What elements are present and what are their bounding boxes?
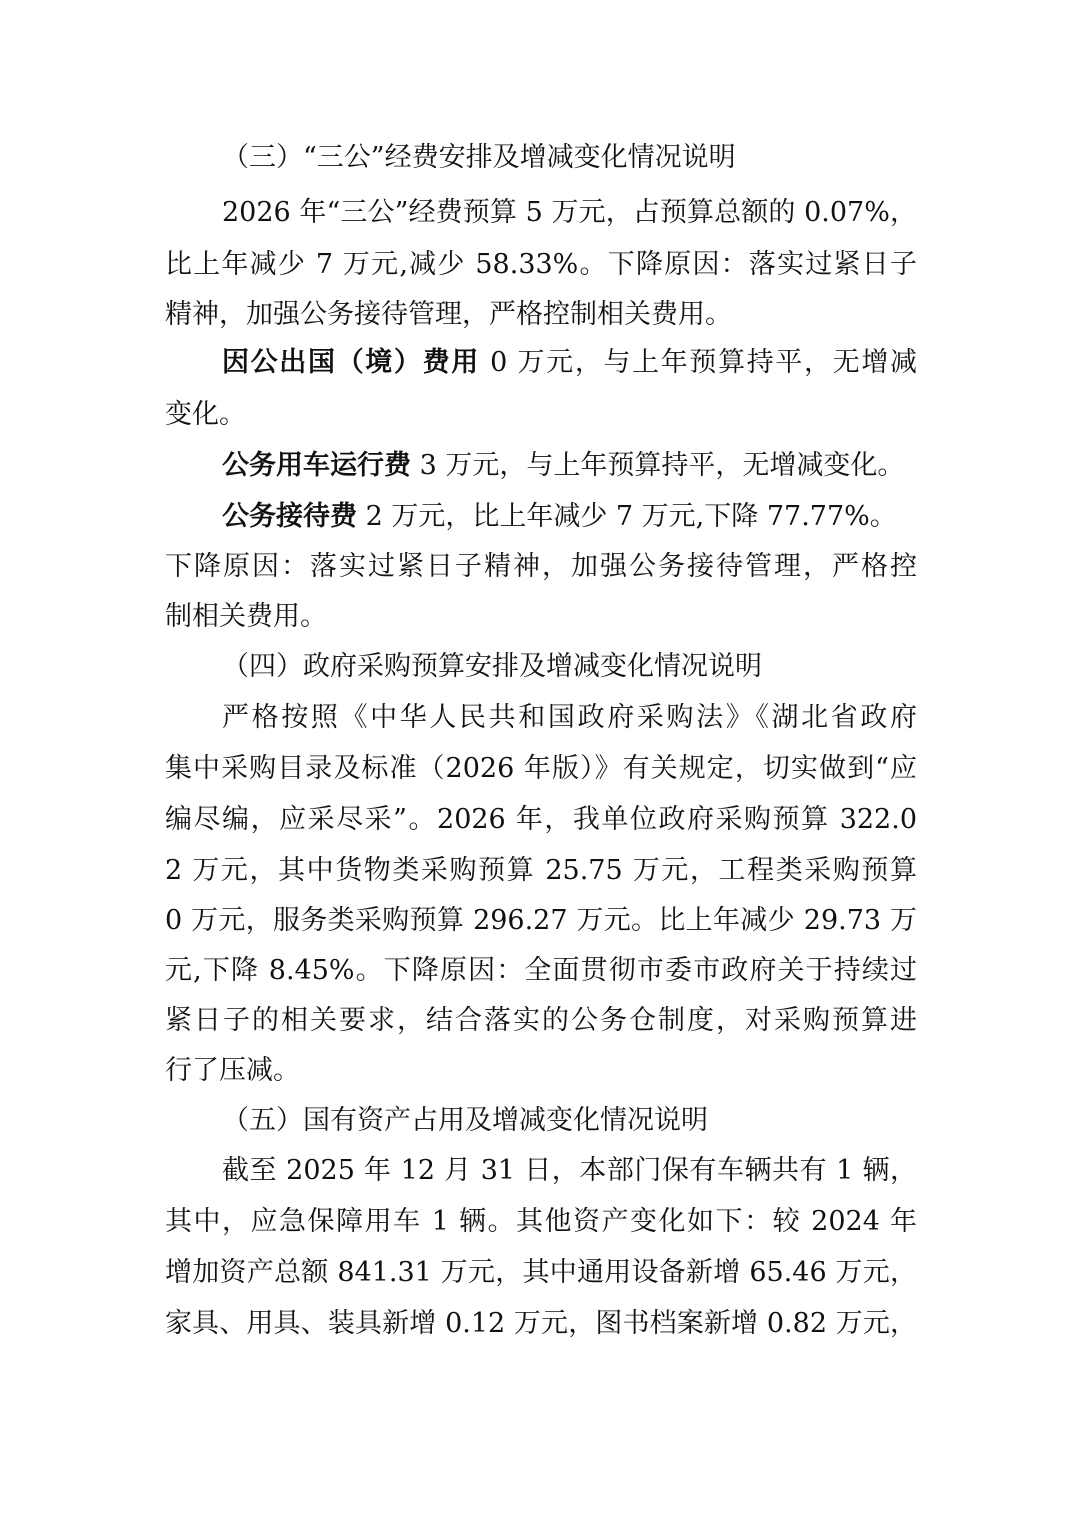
section-heading-government-procurement: （四）政府采购预算安排及增减变化情况说明	[222, 651, 762, 682]
paragraph-text: 2 万元，比上年减少 7 万元,下降 77.77%。	[357, 501, 897, 532]
section-heading-three-public-expenses: （三）“三公”经费安排及增减变化情况说明	[222, 142, 736, 173]
paragraph-line: 0 万元，服务类采购预算 296.27 万元。比上年减少 29.73 万	[165, 905, 917, 936]
paragraph-line: 其中，应急保障用车 1 辆。其他资产变化如下：较 2024 年	[165, 1206, 917, 1237]
paragraph-line: 家具、用具、装具新增 0.12 万元，图书档案新增 0.82 万元，	[165, 1308, 917, 1339]
bold-term-vehicle-operation: 公务用车运行费	[222, 450, 411, 481]
paragraph-line: 截至 2025 年 12 月 31 日，本部门保有车辆共有 1 辆，	[222, 1155, 917, 1186]
paragraph-text: 0 万元，与上年预算持平，无增减	[479, 347, 917, 378]
paragraph-line: 元,下降 8.45%。下降原因：全面贯彻市委市政府关于持续过	[165, 955, 917, 986]
paragraph-line: 下降原因：落实过紧日子精神，加强公务接待管理，严格控	[165, 551, 917, 582]
paragraph-text: 3 万元，与上年预算持平，无增减变化。	[411, 450, 905, 481]
bold-term-overseas-travel: 因公出国（境）费用	[222, 347, 480, 378]
paragraph-line: 增加资产总额 841.31 万元，其中通用设备新增 65.46 万元，	[165, 1257, 917, 1288]
bold-term-official-reception: 公务接待费	[222, 501, 357, 532]
paragraph-line: 精神，加强公务接待管理，严格控制相关费用。	[165, 299, 732, 330]
section-heading-state-assets: （五）国有资产占用及增减变化情况说明	[222, 1105, 708, 1136]
paragraph-line: 紧日子的相关要求，结合落实的公务仓制度，对采购预算进	[165, 1005, 917, 1036]
paragraph-line: 编尽编，应采尽采”。2026 年，我单位政府采购预算 322.0	[165, 804, 917, 835]
paragraph-line	[222, 441, 917, 491]
paragraph-line: 制相关费用。	[165, 601, 327, 632]
paragraph-line: 变化。	[165, 399, 246, 430]
paragraph-line	[222, 338, 917, 388]
paragraph-line	[222, 492, 917, 542]
paragraph-line: 行了压减。	[165, 1055, 300, 1086]
paragraph-line: 严格按照《中华人民共和国政府采购法》《湖北省政府	[222, 702, 917, 733]
paragraph-line: 2026 年“三公”经费预算 5 万元，占预算总额的 0.07%，	[222, 197, 917, 228]
paragraph-line: 比上年减少 7 万元,减少 58.33%。下降原因：落实过紧日子	[165, 249, 917, 280]
paragraph-line: 集中采购目录及标准（2026 年版）》有关规定，切实做到“应	[165, 753, 917, 784]
paragraph-line: 2 万元，其中货物类采购预算 25.75 万元，工程类采购预算	[165, 855, 917, 886]
